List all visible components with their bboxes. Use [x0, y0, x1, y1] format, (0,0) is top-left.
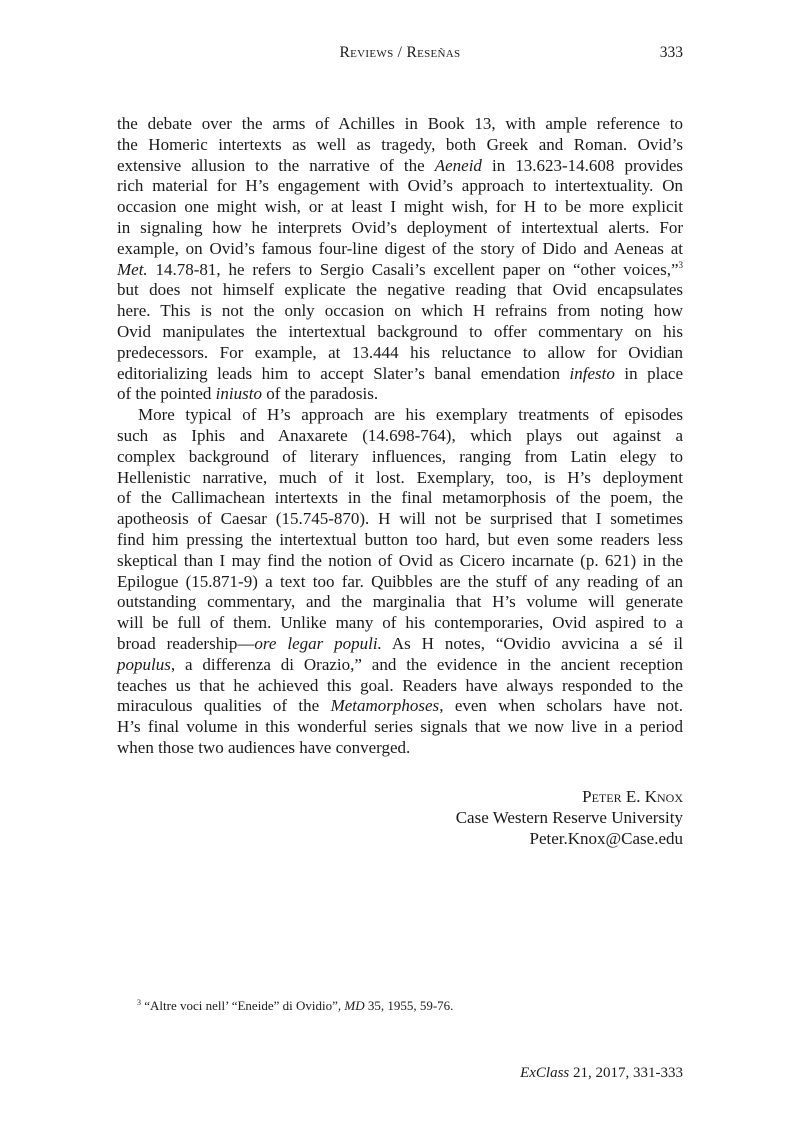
text-segment: outstanding commentary, and the marginalia that H’s volume will generate [117, 592, 683, 612]
text-segment: miraculous qualities of the [117, 696, 331, 716]
text-segment: rich material for H’s engagement with Ovid’s approach to intertextuality. On [117, 176, 683, 196]
text-segment: broad readership— [117, 633, 255, 653]
text-segment: , even when scholars have not. [439, 696, 683, 716]
text-line [117, 655, 683, 676]
page-footer [520, 1065, 683, 1082]
text-line [117, 343, 683, 364]
italic-text: Metamorphoses [330, 696, 440, 716]
italic-text: populus [117, 654, 171, 674]
text-segment: in 13.623-14.608 provides [481, 155, 684, 175]
review-body-text [117, 114, 683, 759]
italic-text: Aeneid [434, 155, 482, 175]
text-segment: predecessors. For example, at 13.444 his reluctance to allow for Ovidian [117, 342, 683, 362]
text-line [117, 135, 683, 156]
text-line [117, 447, 683, 468]
italic-text: Met. [117, 259, 148, 279]
text-segment: apotheosis of Caesar (15.745-870). H will not be surprised that I sometimes [117, 509, 683, 529]
italic-text: infesto [569, 363, 615, 383]
text-segment: complex background of literary influences, ranging from Latin elegy to [117, 446, 683, 466]
text-segment: 14.78-81, he refers to Sergio Casali’s excellent paper on “other voices,” [147, 259, 679, 279]
text-line [117, 572, 683, 593]
author-name: Peter E. Knox [582, 787, 683, 806]
text-line [117, 176, 683, 197]
footer-journal: ExClass [520, 1065, 570, 1081]
text-line [117, 239, 683, 260]
text-segment: Epilogue (15.871-9) a text too far. Quibbles are the stuff of any reading of an [117, 571, 683, 591]
text-line [117, 696, 683, 717]
text-line [117, 717, 683, 738]
text-segment: the Homeric intertexts as well as tragedy, both Greek and Roman. Ovid’s [117, 134, 683, 154]
text-line [117, 551, 683, 572]
text-line [117, 322, 683, 343]
text-line [117, 218, 683, 239]
text-segment: editorializing leads him to accept Slater’s banal emendation [117, 363, 570, 383]
text-segment: of the paradosis. [261, 384, 379, 404]
footnote-journal: MD [344, 998, 365, 1013]
text-segment: example, on Ovid’s famous four-line digest of the story of Dido and Aeneas at [117, 238, 683, 258]
text-line [117, 426, 683, 447]
italic-text: ore legar populi. [254, 633, 382, 653]
text-segment: in place [614, 363, 683, 383]
text-segment: in signaling how he interprets Ovid’s deployment of intertextual alerts. For [117, 217, 683, 237]
text-line [117, 197, 683, 218]
footnote-text-a: “Altre voci nell’ “Eneide” di Ovidio”, [144, 998, 345, 1013]
text-segment: extensive allusion to the narrative of the [117, 155, 435, 175]
text-segment: when those two audiences have converged. [117, 737, 411, 757]
text-line [117, 676, 683, 697]
text-line [117, 738, 683, 759]
text-segment: will be full of them. Unlike many of his contemporaries, Ovid aspired to a [117, 613, 683, 633]
running-title: Reviews / Reseñas [339, 44, 461, 61]
text-line [117, 301, 683, 322]
text-line [117, 364, 683, 385]
text-segment: find him pressing the intertextual button too hard, but even some readers less [117, 529, 683, 549]
text-segment: but does not himself explicate the negative reading that Ovid encapsulates [117, 280, 683, 300]
signature-block [456, 786, 683, 849]
italic-text: iniusto [215, 384, 262, 404]
footnote-reference[interactable]: 3 [678, 259, 683, 270]
footer-citation: 21, 2017, 331-333 [569, 1065, 683, 1081]
text-line [117, 156, 683, 177]
text-line [117, 280, 683, 301]
text-segment: occasion one might wish, or at least I might wish, for H to be more explicit [117, 197, 683, 217]
text-segment: of the Callimachean intertexts in the final metamorphosis of the poem, the [117, 488, 683, 508]
text-segment: skeptical than I may find the notion of Ovid as Cicero incarnate (p. 621) in the [117, 550, 683, 570]
text-line [117, 509, 683, 530]
text-line [117, 468, 683, 489]
author-affiliation: Case Western Reserve University [455, 808, 683, 827]
text-line [117, 405, 683, 426]
text-line [117, 488, 683, 509]
text-line [117, 260, 683, 281]
text-line [117, 530, 683, 551]
author-email[interactable]: Peter.Knox@Case.edu [529, 829, 683, 848]
text-line [117, 634, 683, 655]
footnote-3 [137, 998, 453, 1014]
text-segment: such as Iphis and Anaxarete (14.698-764), which plays out against a [117, 425, 683, 445]
text-segment: As H notes, “Ovidio avvicina a sé il [381, 633, 683, 653]
text-segment: the debate over the arms of Achilles in Book 13, with ample reference to [117, 114, 683, 133]
footnote-marker: 3 [137, 998, 141, 1007]
footnote-text-b: 35, 1955, 59-76. [364, 998, 454, 1013]
text-segment: Ovid manipulates the intertextual background to offer commentary on his [117, 321, 683, 341]
text-segment: here. This is not the only occasion on which H refrains from noting how [117, 301, 683, 321]
text-line [117, 592, 683, 613]
running-header [117, 44, 683, 66]
text-line [117, 114, 683, 135]
text-segment: of the pointed [117, 384, 216, 404]
text-line [117, 613, 683, 634]
text-line [117, 384, 683, 405]
text-segment: More typical of H’s approach are his exemplary treatments of episodes [138, 405, 683, 425]
text-segment: Hellenistic narrative, much of it lost. Exemplary, too, is H’s deployment [117, 467, 683, 487]
text-segment: H’s final volume in this wonderful series signals that we now live in a period [117, 717, 683, 737]
page-number: 333 [659, 44, 683, 61]
text-segment: , a differenza di Orazio,” and the evidence in the ancient reception [170, 654, 683, 674]
text-segment: teaches us that he achieved this goal. Readers have always responded to the [117, 675, 683, 695]
